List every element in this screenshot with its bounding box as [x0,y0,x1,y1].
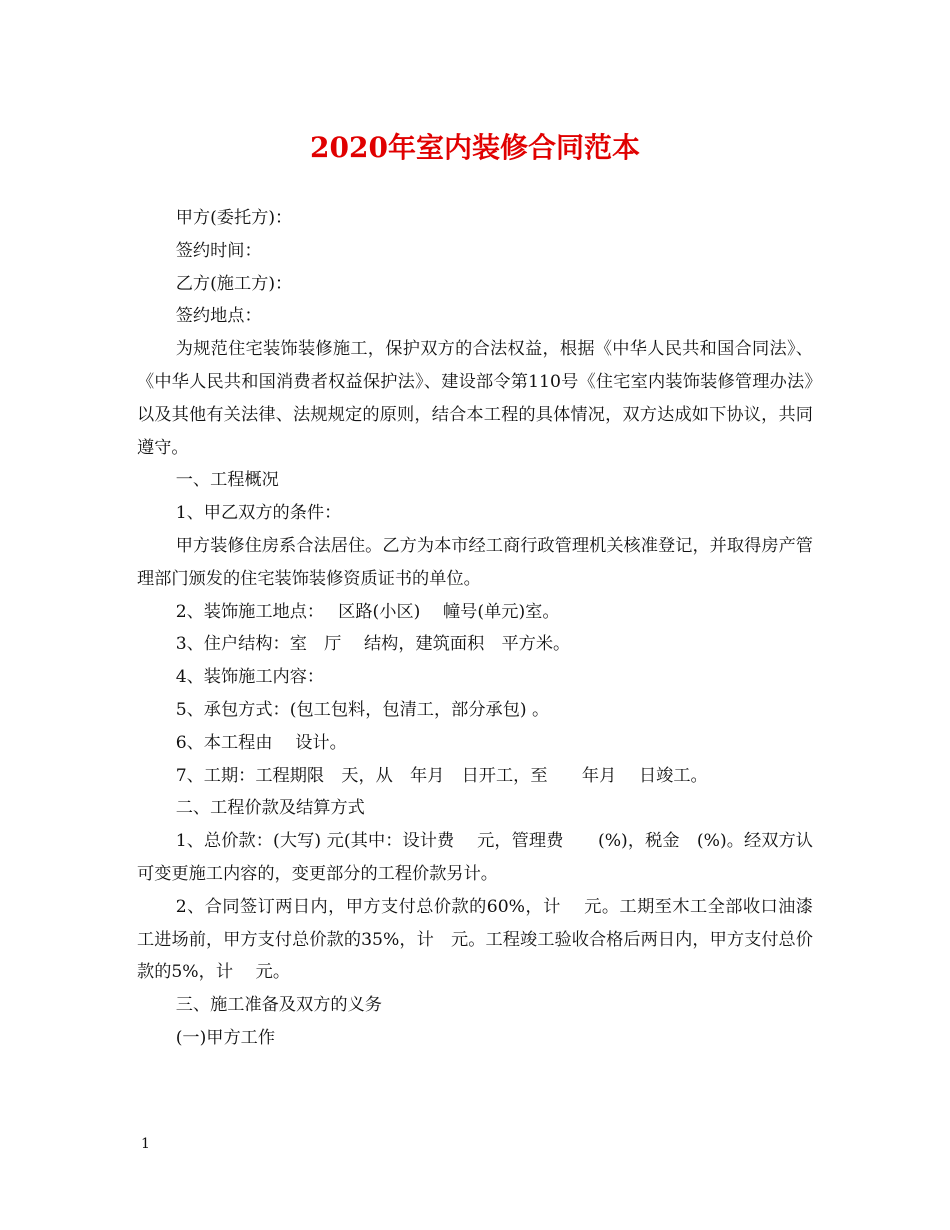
preamble-paragraph: 为规范住宅装饰装修施工，保护双方的合法权益，根据《中华人民共和国合同法》、《中华人民共和国消费者权益保护法》、建设部令第110号《住宅室内装饰装修管理办法》以及其他有关法律、法规规定的原则，结合本工程的具体情况，双方达成如下协议，共同遵守。 [137,339,813,458]
price-clause-1: 1、总价款：(大写) 元(其中：设计费 元，管理费 (%)，税金 (%)。经双方认可变更施工内容的，变更部分的工程价款另计。 [137,831,813,884]
party-a-line: 甲方(委托方)： [175,208,293,228]
clause-3-structure: 3、住户结构：室 厅 结构，建筑面积 平方米。 [175,634,571,655]
signing-time-line: 签约时间： [175,240,262,261]
subsection-party-a-work: (一)甲方工作 [175,1027,276,1048]
section-heading-obligations: 三、施工准备及双方的义务 [175,995,382,1016]
conditions-paragraph: 甲方装修住房系合法居住。乙方为本市经工商行政管理机关核准登记，并取得房产管理部门颁发的住宅装饰装修资质证书的单位。 [137,535,813,589]
party-b-line: 乙方(施工方)： [175,273,293,294]
section-heading-price: 二、工程价款及结算方式 [175,798,365,819]
section-heading-overview: 一、工程概况 [175,470,279,491]
clause-5-contract-mode: 5、承包方式：(包工包料，包清工，部分承包) 。 [175,699,550,720]
page-number: 1 [141,1136,150,1152]
clause-1-conditions: 1、甲乙双方的条件： [175,503,342,524]
clause-6-design: 6、本工程由 设计。 [175,732,347,753]
clause-4-content: 4、装饰施工内容： [175,667,325,688]
clause-7-duration: 7、工期：工程期限 天，从 年月 日开工，至 年月 日竣工。 [175,765,708,786]
price-clause-2: 2、合同签订两日内，甲方支付总价款的60%，计 元。工期至木工全部收口油漆工进场前，甲方支付总价款的35%，计 元。工程竣工验收合格后两日内，甲方支付总价款的5%，计 元。 [137,896,813,983]
signing-place-line: 签约地点： [175,306,262,327]
document-body [137,202,813,1055]
clause-2-location: 2、装饰施工地点： 区路(小区) 幢号(单元)室。 [175,601,560,622]
document-title: 2020年室内装修合同范本 [310,131,640,164]
